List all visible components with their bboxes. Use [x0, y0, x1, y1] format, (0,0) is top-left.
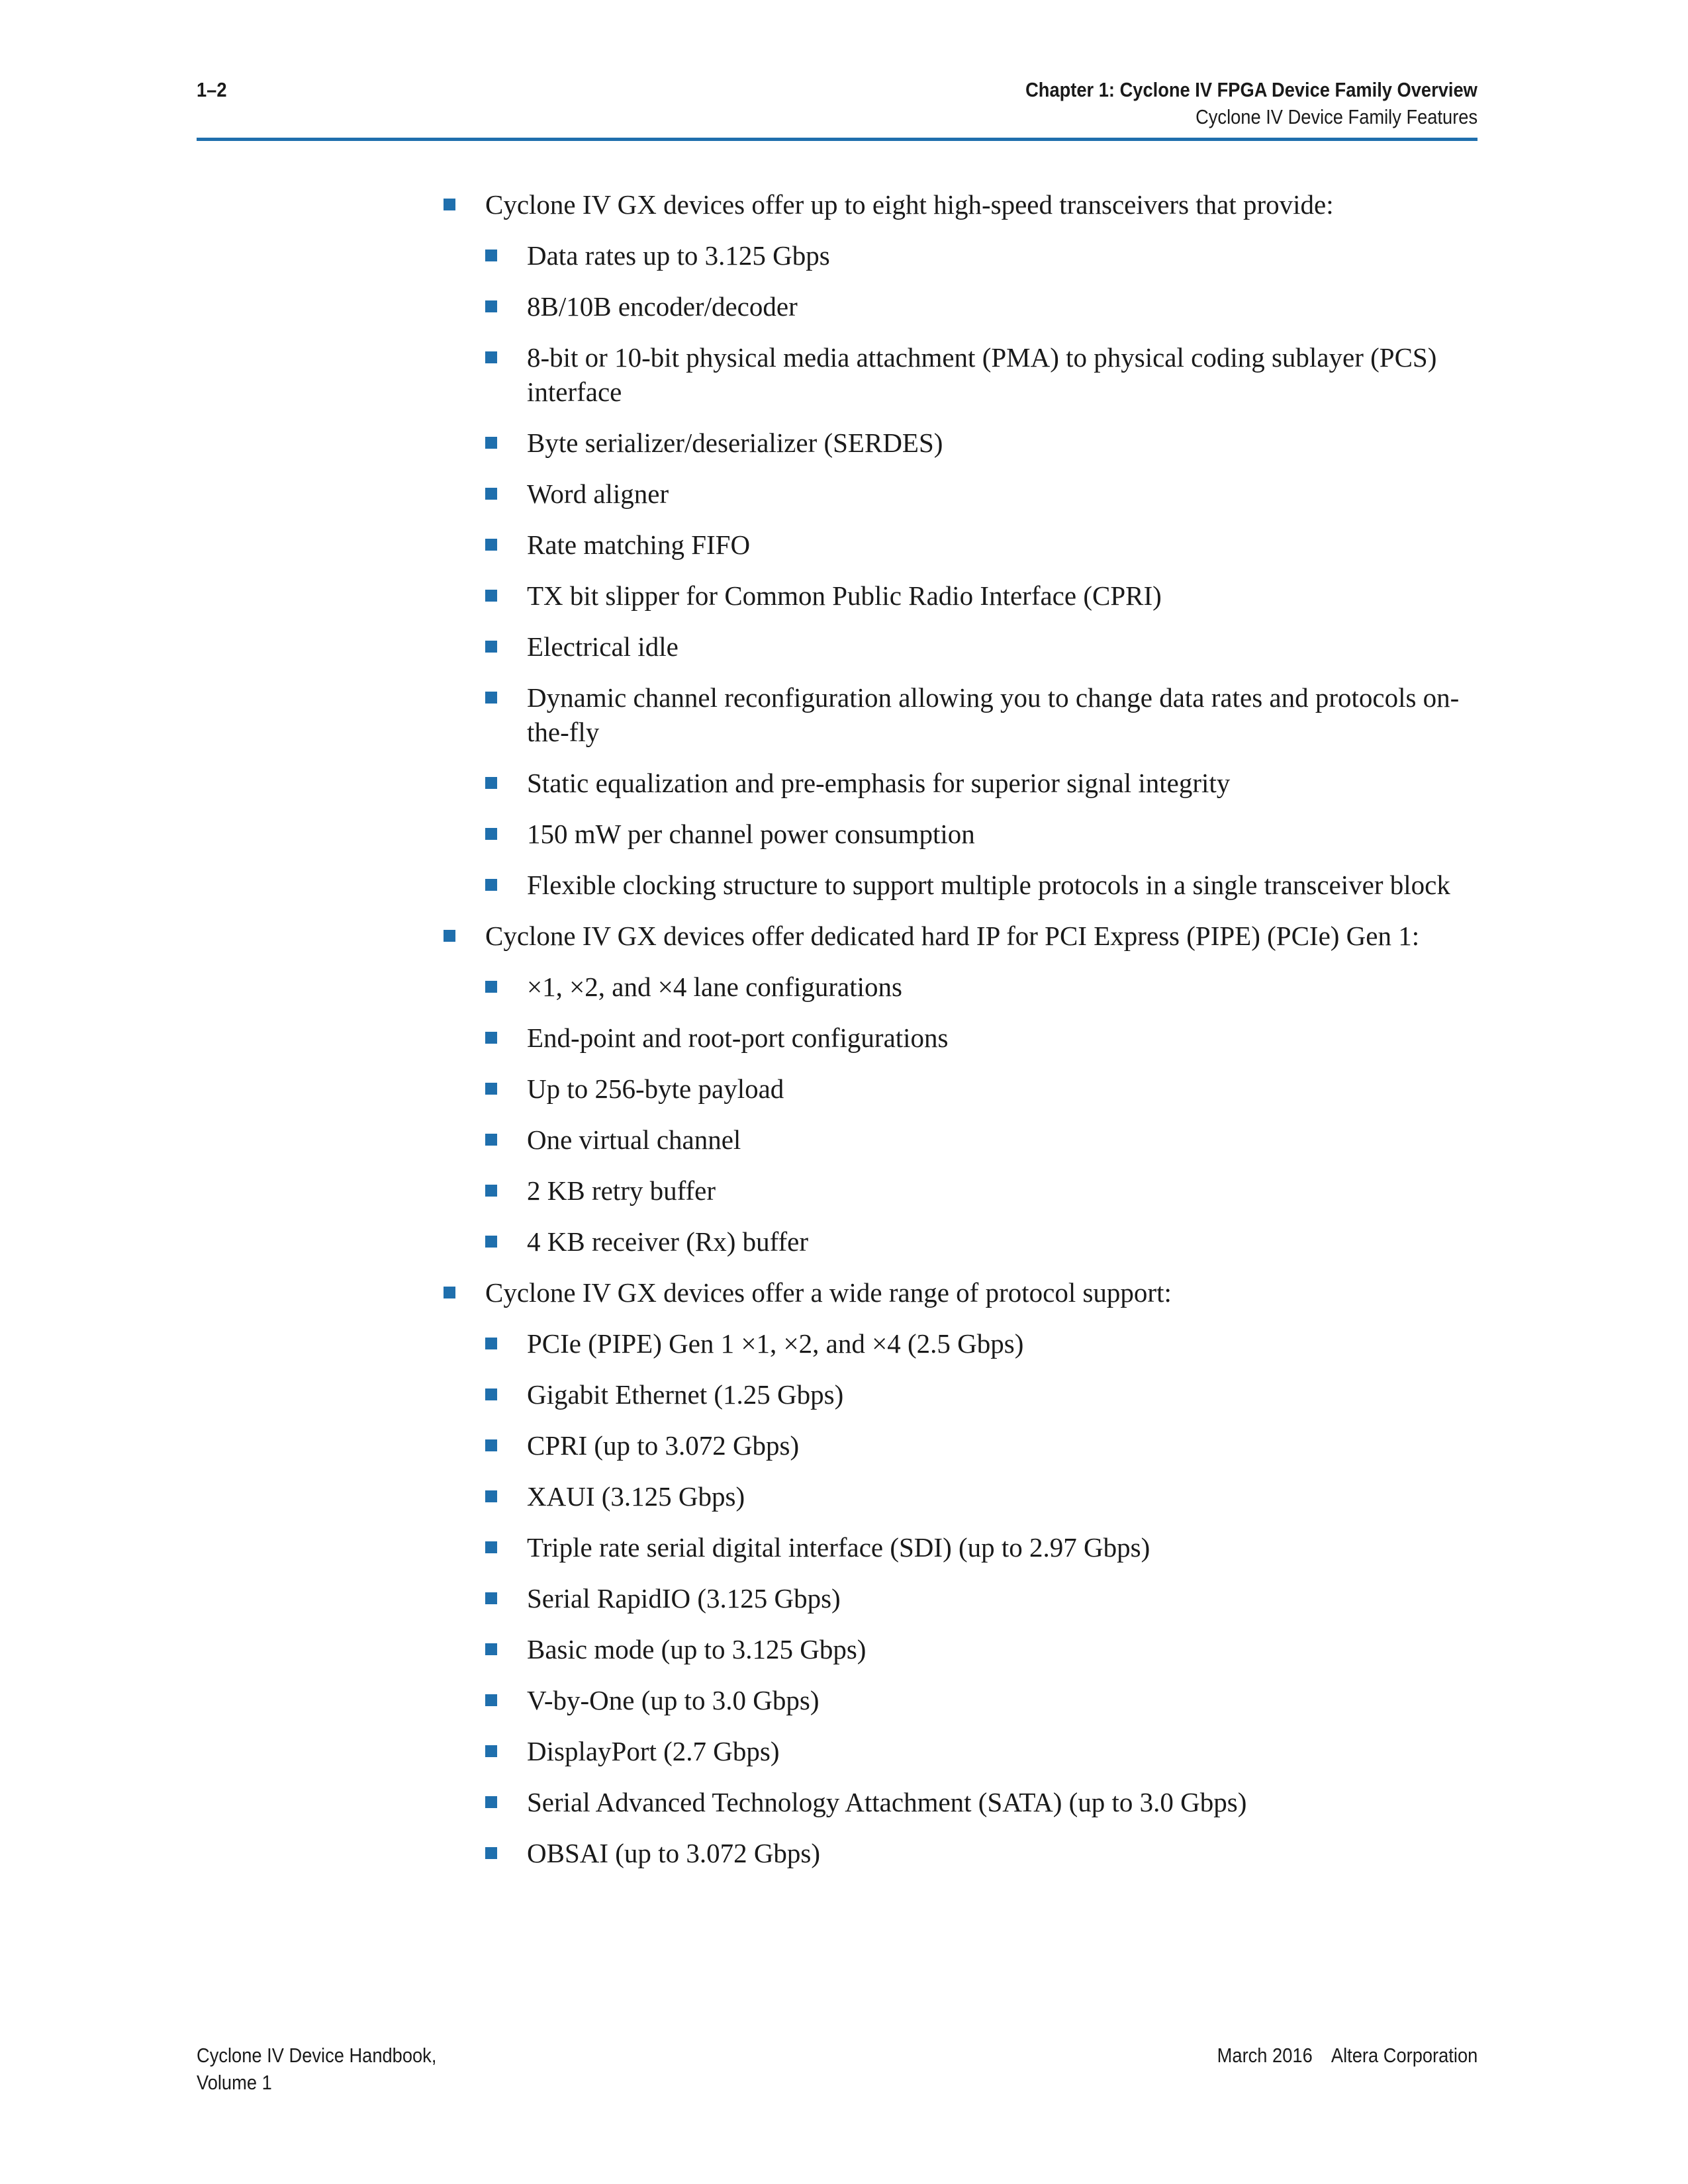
square-bullet-icon — [444, 1287, 455, 1298]
feature-sub-bullet — [485, 1071, 1483, 1106]
square-bullet-icon — [444, 930, 455, 942]
square-bullet-icon — [485, 590, 497, 602]
feature-sub-bullet-text: DisplayPort (2.7 Gbps) — [527, 1736, 780, 1766]
feature-sub-bullet-text: End-point and root-port configurations — [527, 1023, 949, 1053]
feature-sub-bullet-text: V-by-One (up to 3.0 Gbps) — [527, 1685, 820, 1715]
footer-company: Altera Corporation — [1331, 2044, 1477, 2067]
feature-sub-bullet-text: 8B/10B encoder/decoder — [527, 291, 798, 322]
feature-sub-bullet — [485, 238, 1483, 273]
square-bullet-icon — [485, 1643, 497, 1655]
feature-sub-bullet — [485, 578, 1483, 613]
square-bullet-icon — [485, 1185, 497, 1197]
feature-sub-bullet-text: Dynamic channel reconfiguration allowing you to change data rates and protocols on-the-fly — [527, 682, 1460, 747]
footer-handbook-volume: Volume 1 — [197, 2071, 272, 2094]
feature-sub-bullet — [485, 629, 1483, 664]
feature-sub-bullet — [485, 289, 1483, 324]
section-title: Cyclone IV Device Family Features — [1195, 105, 1477, 128]
feature-sub-bullet-text: Serial RapidIO (3.125 Gbps) — [527, 1583, 841, 1614]
square-bullet-icon — [485, 692, 497, 704]
feature-sub-bullet — [485, 766, 1483, 800]
square-bullet-icon — [485, 351, 497, 363]
feature-sub-bullet — [485, 1632, 1483, 1666]
feature-sub-bullet-text: Gigabit Ethernet (1.25 Gbps) — [527, 1379, 844, 1410]
square-bullet-icon — [444, 199, 455, 210]
feature-sub-bullet — [485, 1428, 1483, 1463]
feature-sub-bullet-text: TX bit slipper for Common Public Radio Interface (CPRI) — [527, 580, 1162, 611]
square-bullet-icon — [485, 1694, 497, 1706]
feature-sub-bullet — [485, 527, 1483, 562]
feature-sub-bullet — [485, 1377, 1483, 1412]
footer-date: March 2016 — [1217, 2044, 1313, 2067]
feature-sub-bullet-text: ×1, ×2, and ×4 lane configurations — [527, 972, 902, 1002]
feature-sub-bullet-text: Word aligner — [527, 478, 669, 509]
feature-sub-bullet — [485, 1836, 1483, 1870]
feature-sub-bullet-text: Basic mode (up to 3.125 Gbps) — [527, 1634, 867, 1664]
footer-handbook-title: Cyclone IV Device Handbook, — [197, 2044, 437, 2067]
feature-sub-bullet — [485, 477, 1483, 511]
feature-sub-bullet — [485, 1785, 1483, 1819]
feature-sub-bullet — [485, 1021, 1483, 1055]
square-bullet-icon — [485, 1032, 497, 1044]
feature-sub-bullet-text: Serial Advanced Technology Attachment (SATA) (up to 3.0 Gbps) — [527, 1787, 1247, 1817]
square-bullet-icon — [485, 1338, 497, 1349]
square-bullet-icon — [485, 1541, 497, 1553]
feature-sub-bullet-text: 150 mW per channel power consumption — [527, 819, 975, 849]
page-header — [197, 74, 1477, 141]
square-bullet-icon — [485, 1847, 497, 1859]
feature-sub-bullet-text: XAUI (3.125 Gbps) — [527, 1481, 745, 1512]
square-bullet-icon — [485, 437, 497, 449]
feature-list — [444, 187, 1483, 1887]
feature-sub-bullet-text: Flexible clocking structure to support multiple protocols in a single transceiver block — [527, 870, 1450, 900]
square-bullet-icon — [485, 1796, 497, 1808]
chapter-title: Chapter 1: Cyclone IV FPGA Device Family Overview — [1025, 78, 1477, 101]
feature-bullet-text: Cyclone IV GX devices offer a wide range of protocol support: — [485, 1277, 1172, 1308]
feature-sub-bullet — [485, 1530, 1483, 1565]
feature-sub-bullet-text: Electrical idle — [527, 631, 679, 662]
square-bullet-icon — [485, 777, 497, 789]
feature-bullet-text: Cyclone IV GX devices offer up to eight high-speed transceivers that provide: — [485, 189, 1334, 220]
footer-handbook — [197, 2042, 436, 2096]
feature-sub-bullet — [485, 1581, 1483, 1615]
square-bullet-icon — [485, 1083, 497, 1095]
feature-bullet — [444, 1275, 1483, 1310]
square-bullet-icon — [485, 1236, 497, 1248]
feature-sub-bullet-text: Static equalization and pre-emphasis for superior signal integrity — [527, 768, 1231, 798]
feature-sub-bullet-text: Rate matching FIFO — [527, 529, 751, 560]
feature-sub-bullet — [485, 426, 1483, 460]
square-bullet-icon — [485, 641, 497, 653]
square-bullet-icon — [485, 1592, 497, 1604]
feature-bullet — [444, 919, 1483, 953]
square-bullet-icon — [485, 1745, 497, 1757]
feature-bullet — [444, 187, 1483, 222]
feature-sub-bullet — [485, 1224, 1483, 1259]
feature-sub-bullet-text: PCIe (PIPE) Gen 1 ×1, ×2, and ×4 (2.5 Gbps) — [527, 1328, 1024, 1359]
footer-publication — [1217, 2042, 1477, 2069]
feature-sub-bullet-text: One virtual channel — [527, 1124, 741, 1155]
square-bullet-icon — [485, 1388, 497, 1400]
page-number: 1–2 — [197, 78, 227, 101]
feature-sub-bullet — [485, 1734, 1483, 1768]
square-bullet-icon — [485, 1439, 497, 1451]
square-bullet-icon — [485, 1134, 497, 1146]
square-bullet-icon — [485, 879, 497, 891]
square-bullet-icon — [485, 300, 497, 312]
feature-sub-bullet-text: CPRI (up to 3.072 Gbps) — [527, 1430, 800, 1461]
feature-sub-bullet — [485, 1326, 1483, 1361]
feature-sub-bullet — [485, 340, 1483, 409]
square-bullet-icon — [485, 828, 497, 840]
square-bullet-icon — [485, 250, 497, 261]
feature-sub-bullet-text: 2 KB retry buffer — [527, 1175, 716, 1206]
feature-sub-bullet-text: Data rates up to 3.125 Gbps — [527, 240, 830, 271]
feature-sub-bullet — [485, 1479, 1483, 1514]
feature-bullet-text: Cyclone IV GX devices offer dedicated hard IP for PCI Express (PIPE) (PCIe) Gen 1: — [485, 921, 1420, 951]
square-bullet-icon — [485, 539, 497, 551]
feature-sub-bullet-text: Up to 256-byte payload — [527, 1073, 784, 1104]
feature-sub-bullet-text: Byte serializer/deserializer (SERDES) — [527, 428, 943, 458]
feature-sub-bullet — [485, 680, 1483, 749]
feature-sub-bullet — [485, 1122, 1483, 1157]
feature-sub-bullet-text: 8-bit or 10-bit physical media attachment (PMA) to physical coding sublayer (PCS) interface — [527, 342, 1437, 407]
feature-sub-bullet — [485, 970, 1483, 1004]
feature-sub-bullet-text: OBSAI (up to 3.072 Gbps) — [527, 1838, 821, 1868]
feature-sub-bullet-text: 4 KB receiver (Rx) buffer — [527, 1226, 809, 1257]
feature-sub-bullet-text: Triple rate serial digital interface (SDI) (up to 2.97 Gbps) — [527, 1532, 1150, 1563]
feature-sub-bullet — [485, 1683, 1483, 1717]
square-bullet-icon — [485, 981, 497, 993]
feature-sub-bullet — [485, 1173, 1483, 1208]
square-bullet-icon — [485, 1490, 497, 1502]
feature-sub-bullet — [485, 817, 1483, 851]
feature-sub-bullet — [485, 868, 1483, 902]
square-bullet-icon — [485, 488, 497, 500]
